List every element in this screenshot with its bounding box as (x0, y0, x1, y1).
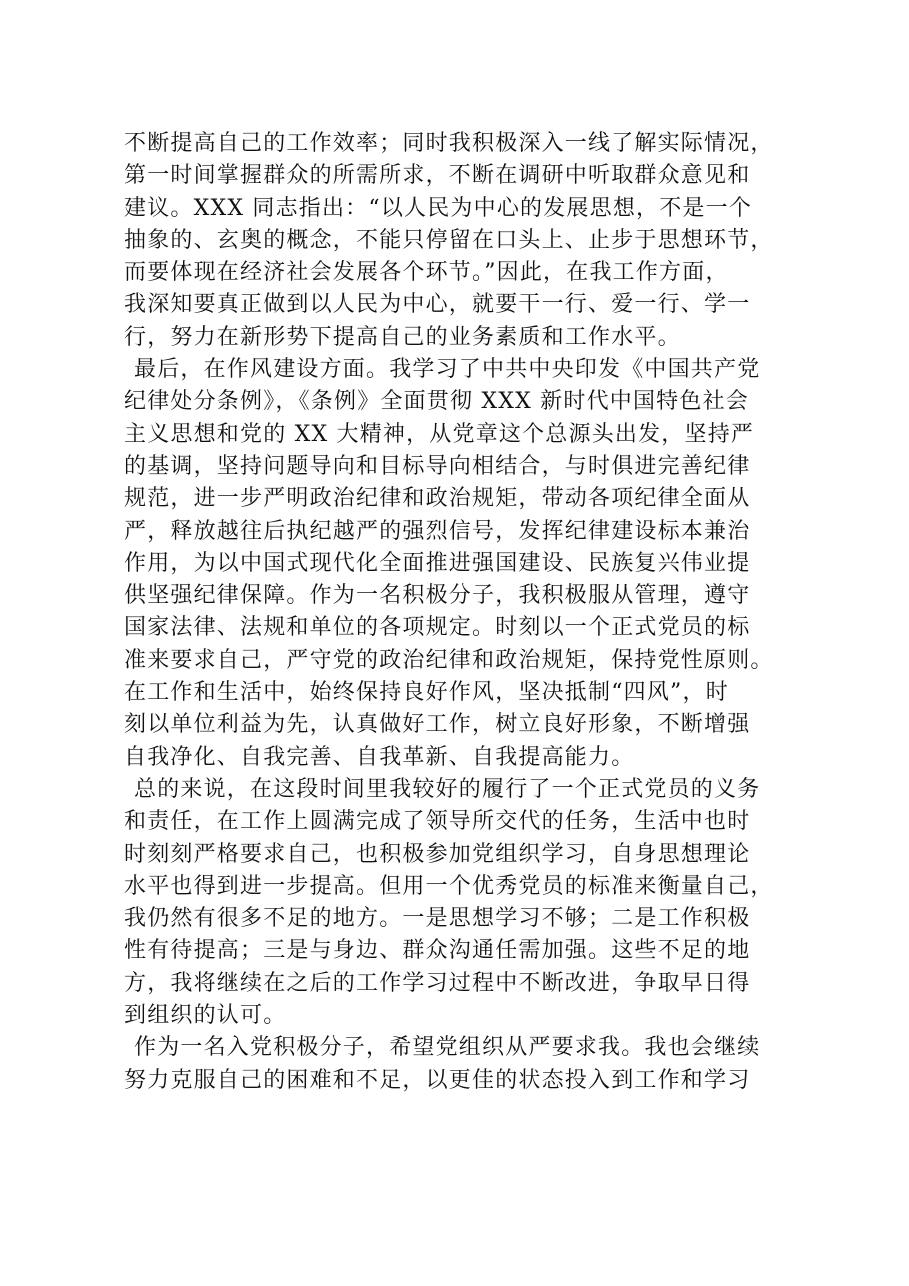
text-line: 纪律处分条例》，《条例》全面贯彻 XXX 新时代中国特色社会 (124, 389, 749, 415)
text-line: 在工作和生活中，始终保持良好作风，坚决抵制“四风”，时 (124, 680, 729, 706)
text-line: 我深知要真正做到以人民为中心，就要干一行、爱一行、学一 (124, 292, 751, 318)
paragraph-start-line: 最后，在作风建设方面。我学习了中共中央印发《中国共产党 (134, 357, 761, 383)
text-line: 国家法律、法规和单位的各项规定。时刻以一个正式党员的标 (124, 615, 751, 641)
text-line: 供坚强纪律保障。作为一名积极分子，我积极服从管理，遵守 (124, 583, 751, 609)
text-line: 作用，为以中国式现代化全面推进强国建设、民族复兴伟业提 (124, 550, 751, 576)
body-text (124, 128, 814, 1097)
text-line: 到组织的认可。 (124, 1003, 287, 1029)
text-line: 方，我将继续在之后的工作学习过程中不断改进，争取早日得 (124, 970, 751, 996)
text-line: 建议。XXX 同志指出：“以人民为中心的发展思想，不是一个 (124, 195, 753, 221)
text-line: 我仍然有很多不足的地方。一是思想学习不够；二是工作积极 (124, 906, 751, 932)
text-line: 抽象的、玄奥的概念，不能只停留在口头上、止步于思想环节， (124, 227, 774, 253)
text-line: 和责任，在工作上圆满完成了领导所交代的任务，生活中也时 (124, 809, 751, 835)
text-line: 性有待提高；三是与身边、群众沟通任需加强。这些不足的地 (124, 938, 751, 964)
text-line: 时刻刻严格要求自己，也积极参加党组织学习，自身思想理论 (124, 841, 751, 867)
paragraph-start-line: 作为一名入党积极分子，希望党组织从严要求我。我也会继续 (134, 1035, 761, 1061)
text-line: 不断提高自己的工作效率；同时我积极深入一线了解实际情况， (124, 131, 774, 156)
text-line: 第一时间掌握群众的所需所求，不断在调研中听取群众意见和 (124, 163, 751, 189)
text-line: 主义思想和党的 XX 大精神，从党章这个总源头出发，坚持严 (124, 421, 755, 447)
text-line: 规范，进一步严明政治纪律和政治规矩，带动各项纪律全面从 (124, 486, 751, 512)
text-line: 行，努力在新形势下提高自己的业务素质和工作水平。 (124, 324, 681, 350)
text-line: 准来要求自己，严守党的政治纪律和政治规矩，保持党性原则。 (124, 647, 774, 673)
text-line: 的基调，坚持问题导向和目标导向相结合，与时俱进完善纪律 (124, 453, 751, 479)
text-line: 而要体现在经济社会发展各个环节。”因此，在我工作方面， (124, 260, 729, 286)
text-line: 水平也得到进一步提高。但用一个优秀党员的标准来衡量自己， (124, 873, 774, 899)
text-line: 严，释放越往后执纪越严的强烈信号，发挥纪律建设标本兼治 (124, 518, 751, 544)
text-line: 刻以单位利益为先，认真做好工作，树立良好形象，不断增强 (124, 712, 751, 738)
text-line: 自我净化、自我完善、自我革新、自我提高能力。 (124, 744, 635, 770)
text-line: 努力克服自己的困难和不足，以更佳的状态投入到工作和学习 (124, 1067, 751, 1093)
paragraph-start-line: 总的来说，在这段时间里我较好的履行了一个正式党员的义务 (134, 776, 761, 802)
